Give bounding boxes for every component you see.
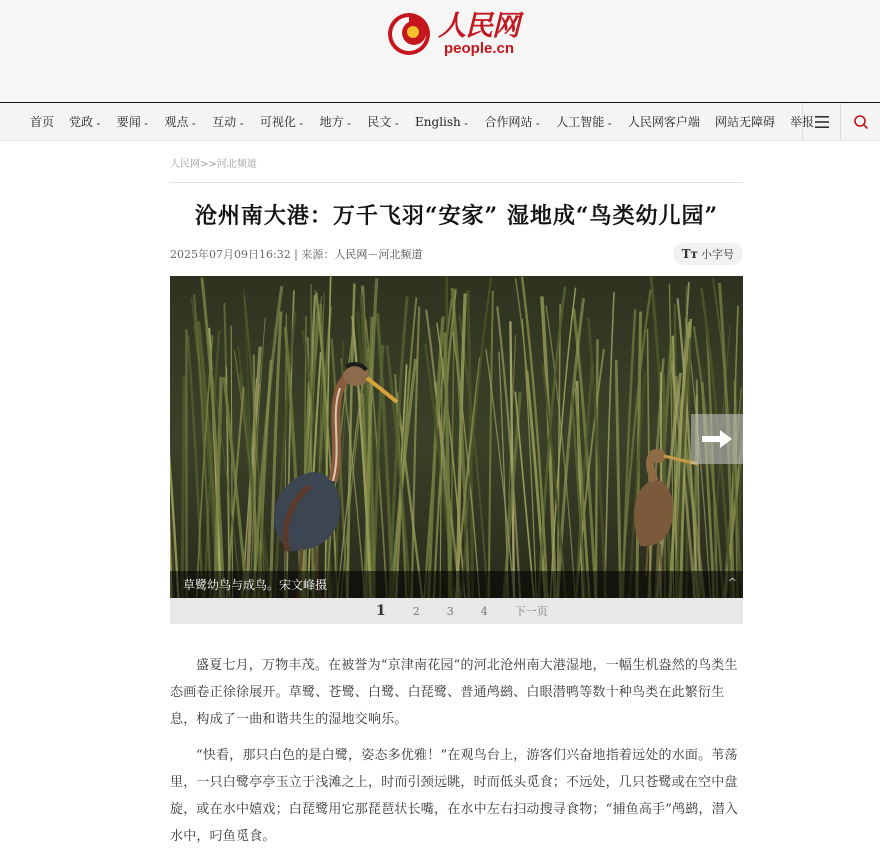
- article-source-link[interactable]: 人民网－河北频道: [334, 248, 423, 261]
- logo-chinese-text: 人民网: [438, 9, 520, 42]
- hamburger-icon: [814, 115, 830, 129]
- chevron-down-icon: ⌄: [534, 118, 542, 127]
- nav-item-label: 地方: [319, 115, 344, 129]
- article-title: 沧州南大港：万千飞羽“安家” 湿地成“鸟类幼儿园”: [194, 203, 719, 229]
- nav-item-2[interactable]: [117, 113, 150, 130]
- nav-item-label: 举报: [789, 115, 814, 129]
- photo-caption: 草鹭幼鸟与成鸟。宋文峰摄: [183, 578, 328, 592]
- next-photo-button[interactable]: [691, 414, 743, 464]
- pager-page-link[interactable]: 3: [446, 604, 454, 618]
- search-icon: [853, 114, 869, 130]
- article-datetime: 2025年07月09日16:32 | 来源：: [170, 248, 335, 261]
- chevron-down-icon: ⌄: [606, 118, 613, 127]
- article-paragraph: “快看，那只白色的是白鹭，姿态多优雅！”在观鸟台上，游客们兴奋地指着远处的水面。苇荡里，一只白鹭亭亭玉立于浅滩之上，时而引颈远眺，时而低头觅食；不远处，几只苍鹭或在空中盘旋，或在水中嬉戏；白琵鹭用它那琵琶状长嘴，在水中左右扫动搜寻食物；“捕鱼高手”鸬鹚，潜入水中，叼鱼觅食。: [170, 748, 739, 844]
- nav-item-7[interactable]: [367, 113, 400, 130]
- site-header: [0, 0, 880, 103]
- chevron-down-icon: ⌄: [393, 118, 401, 127]
- nav-item-10[interactable]: [556, 113, 613, 130]
- photo-caption-bar: [170, 571, 743, 598]
- nav-item-label: 合作网站: [484, 115, 533, 129]
- pager-next-link[interactable]: 下一页: [514, 605, 548, 618]
- nav-item-9[interactable]: [484, 113, 541, 130]
- chevron-down-icon: ⌄: [297, 118, 305, 127]
- nav-item-label: 可视化: [259, 115, 296, 129]
- article-photo: [170, 276, 743, 598]
- nav-item-label: 党政: [69, 115, 94, 129]
- main-nav: [0, 103, 880, 141]
- chevron-down-icon: ⌄: [238, 118, 245, 127]
- article-paragraph: 盛夏七月，万物丰茂。在被誉为“京津南花园”的河北沧州南大港湿地，一幅生机盎然的鸟类生态画卷正徐徐展开。草鹭、苍鹭、白鹭、白琵鹭、普通鸬鹚、白眼潜鸭等数十种鸟类在此繁衍生息，构成了一曲和谐共生的湿地交响乐。: [170, 658, 738, 727]
- nav-item-12[interactable]: [715, 113, 775, 130]
- chevron-down-icon: ⌄: [462, 118, 470, 127]
- pager-page-link[interactable]: 1: [376, 603, 386, 619]
- nav-item-label: 要闻: [116, 115, 141, 129]
- heron-photo: [170, 276, 743, 598]
- menu-button[interactable]: [802, 103, 840, 140]
- article-container: [170, 141, 743, 859]
- chevron-down-icon: ⌄: [95, 118, 102, 127]
- chevron-down-icon: ⌄: [190, 118, 198, 127]
- nav-item-label: English: [415, 114, 461, 129]
- nav-item-8[interactable]: [415, 115, 469, 129]
- nav-item-3[interactable]: [164, 113, 197, 130]
- nav-item-5[interactable]: [260, 113, 305, 130]
- nav-item-6[interactable]: [320, 113, 353, 130]
- nav-item-label: 互动: [212, 115, 237, 129]
- nav-item-label: 观点: [164, 115, 189, 129]
- collapse-caption-icon[interactable]: ^: [727, 576, 737, 589]
- nav-item-4[interactable]: [212, 113, 245, 130]
- font-size-icon: Tт: [681, 247, 698, 261]
- breadcrumb[interactable]: 人民网>>河北频道: [170, 141, 743, 183]
- search-button[interactable]: [840, 103, 880, 140]
- font-size-label: 小字号: [701, 248, 734, 261]
- arrow-right-icon: [700, 428, 734, 450]
- pager-page-link[interactable]: 2: [412, 604, 420, 618]
- nav-item-label: 网站无障碍: [714, 115, 775, 129]
- pager-page-link[interactable]: 4: [480, 604, 488, 618]
- nav-item-label: 人工智能: [556, 115, 605, 129]
- nav-item-label: 首页: [30, 115, 55, 129]
- photo-pager: [170, 598, 743, 624]
- logo-english-text: people.cn: [444, 40, 515, 57]
- nav-item-label: 民文: [367, 115, 392, 129]
- nav-item-label: 人民网客户端: [627, 115, 700, 129]
- nav-item-1[interactable]: [69, 113, 102, 130]
- nav-item-11[interactable]: [628, 113, 700, 130]
- font-size-toggle[interactable]: [673, 243, 743, 265]
- article-meta: [170, 246, 422, 262]
- nav-item-0[interactable]: [30, 113, 54, 130]
- chevron-down-icon: ⌄: [345, 118, 353, 127]
- site-logo[interactable]: [386, 6, 526, 62]
- people-logo-icon: [386, 11, 432, 57]
- article-body: [170, 652, 743, 850]
- chevron-down-icon: ⌄: [142, 118, 150, 127]
